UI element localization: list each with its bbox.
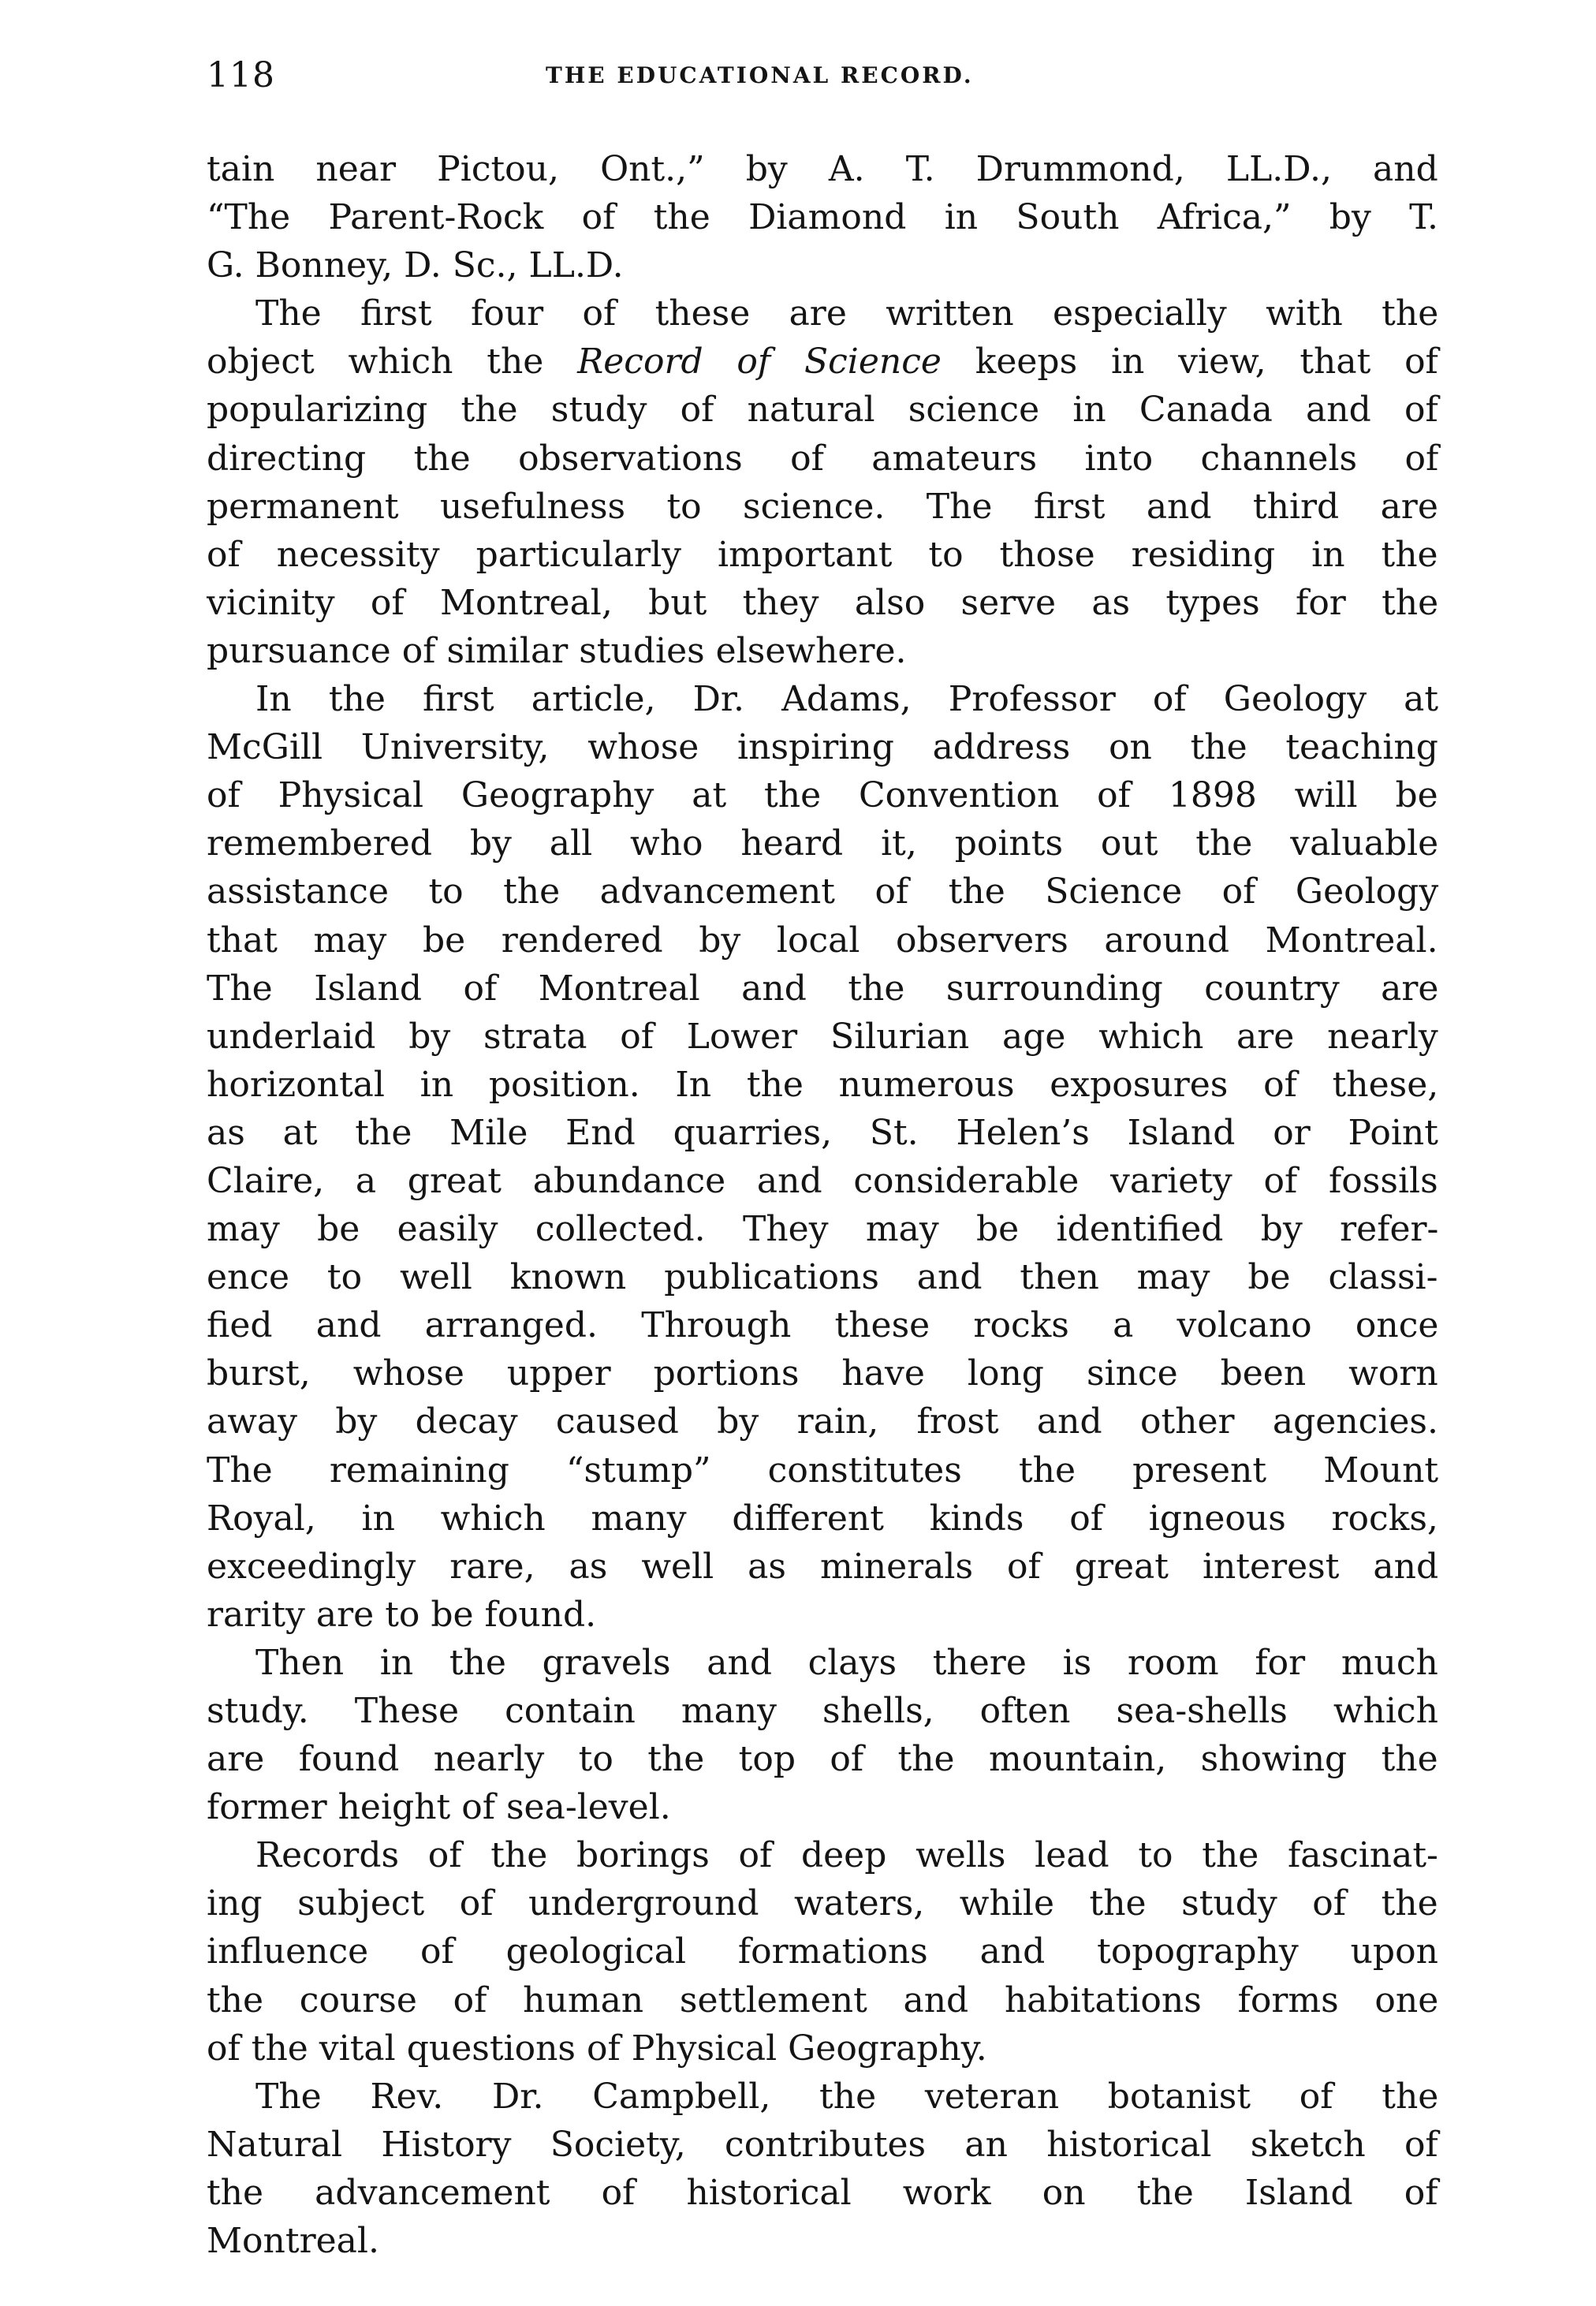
text-line: vicinity of Montreal, but they also serve as types for the (207, 582, 1439, 623)
text-line: In the first article, Dr. Adams, Professor of Geology at (255, 679, 1439, 720)
text-line: burst, whose upper portions have long since been worn (207, 1353, 1438, 1394)
text-line: of Physical Geography at the Convention of 1898 will be (207, 775, 1438, 816)
text-line: “The Parent-Rock of the Diamond in South Africa,” by T. (207, 197, 1439, 238)
text-line: Then in the gravels and clays there is room for much (255, 1642, 1438, 1683)
page-header (207, 52, 1437, 99)
text-line: Royal, in which many different kinds of igneous rocks, (207, 1498, 1438, 1539)
paragraph (207, 289, 1438, 675)
paragraph (207, 1639, 1438, 1831)
text-line: object which the Record of Science keeps in view, that of (207, 341, 1438, 382)
text-line: of the vital questions of Physical Geography. (207, 2028, 987, 2069)
text-line: are found nearly to the top of the mountain, showing the (207, 1739, 1438, 1780)
paragraph (207, 1831, 1438, 2072)
text-line: as at the Mile End quarries, St. Helen’s Island or Point (207, 1112, 1438, 1153)
text-line: horizontal in position. In the numerous exposures of these, (207, 1064, 1439, 1105)
text-line: the course of human settlement and habitations forms one (207, 1980, 1439, 2021)
text-line: remembered by all who heard it, points out the valuable (207, 823, 1439, 864)
text-line: may be easily collected. They may be identified by refer- (207, 1209, 1439, 1250)
page-number: 118 (207, 55, 275, 95)
text-line: assistance to the advancement of the Science of Geology (207, 871, 1439, 912)
paragraph (207, 145, 1438, 289)
paragraph (207, 2073, 1438, 2265)
text-line: former height of sea-level. (207, 1787, 671, 1828)
text-line: of necessity particularly important to those residing in the (207, 534, 1438, 575)
text-line: The remaining “stump” constitutes the present Mount (207, 1450, 1439, 1491)
text-line: study. These contain many shells, often sea-shells which (207, 1691, 1438, 1731)
text-line: rarity are to be found. (207, 1594, 597, 1635)
text-line: pursuance of similar studies elsewhere. (207, 630, 907, 671)
text-line: Claire, a great abundance and considerable variety of fossils (207, 1160, 1438, 1201)
text-line: the advancement of historical work on the Island of (207, 2172, 1438, 2213)
text-line: away by decay caused by rain, frost and other agencies. (207, 1401, 1438, 1442)
text-line: McGill University, whose inspiring address on the teaching (207, 727, 1438, 768)
text-line: influence of geological formations and topography upon (207, 1931, 1438, 1972)
body-text (207, 145, 1438, 2265)
text-line: directing the observations of amateurs into channels of (207, 438, 1439, 479)
text-line: Montreal. (207, 2221, 379, 2262)
running-head: THE EDUCATIONAL RECORD. (546, 62, 974, 88)
text-line: popularizing the study of natural science in Canada and of (207, 390, 1438, 431)
text-line: underlaid by strata of Lower Silurian age which are nearly (207, 1016, 1438, 1057)
text-line: The first four of these are written especially with the (255, 293, 1439, 334)
text-line: ence to well known publications and then may be classi- (207, 1257, 1438, 1298)
text-line: exceedingly rare, as well as minerals of great interest and (207, 1546, 1439, 1587)
text-line: Records of the borings of deep wells lead to the fascinat- (255, 1835, 1438, 1876)
text-line: The Island of Montreal and the surrounding country are (207, 968, 1439, 1009)
text-line: tain near Pictou, Ont.,” by A. T. Drummond, LL.D., and (207, 149, 1438, 189)
text-line: G. Bonney, D. Sc., LL.D. (207, 245, 624, 286)
text-line: fied and arranged. Through these rocks a volcano once (207, 1305, 1439, 1346)
text-line: The Rev. Dr. Campbell, the veteran botanist of the (255, 2076, 1439, 2117)
text-line: that may be rendered by local observers around Montreal. (207, 920, 1438, 961)
text-line: Natural History Society, contributes an historical sketch of (207, 2124, 1438, 2165)
text-line: ing subject of underground waters, while the study of the (207, 1883, 1438, 1924)
text-line: permanent usefulness to science. The first and third are (207, 486, 1438, 527)
paragraph (207, 675, 1438, 1639)
